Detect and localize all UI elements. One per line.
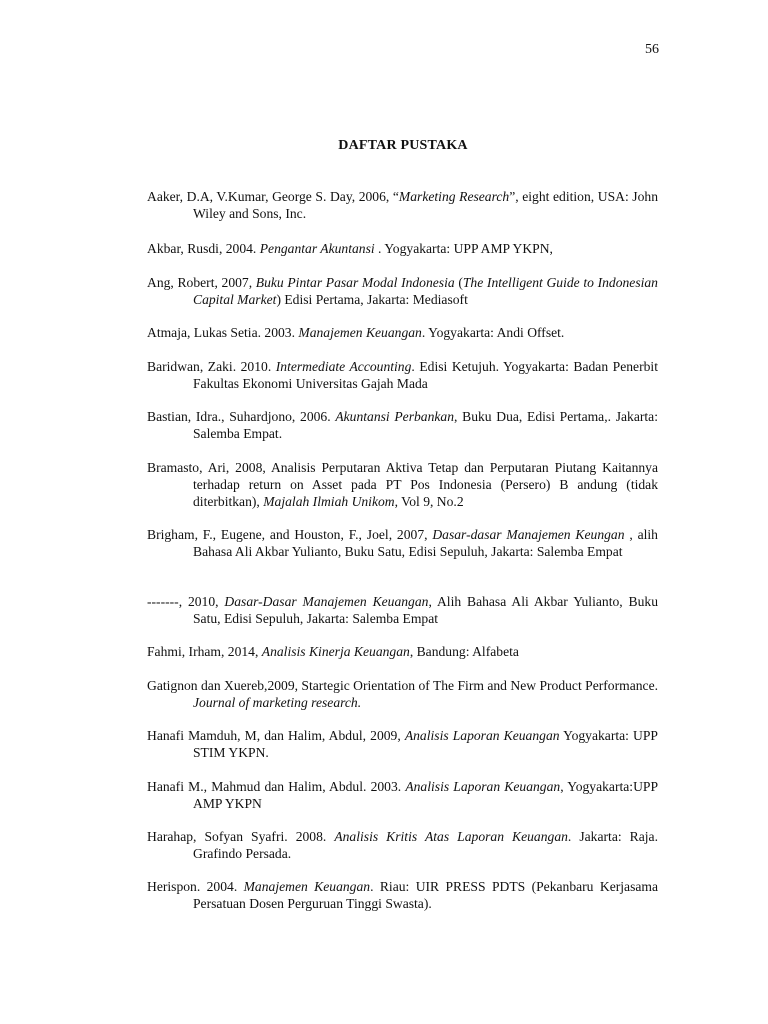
reference-text: Hanafi M., Mahmud dan Halim, Abdul. 2003. xyxy=(147,779,406,794)
reference-text: , Buku Dua, Edisi Pertama,. Jakarta: Salemba Empat. xyxy=(193,409,658,441)
page-number: 56 xyxy=(645,42,659,57)
reference-text: ”, eight edition, USA: John Wiley and Sons, Inc. xyxy=(193,189,658,221)
reference-entry xyxy=(147,727,658,761)
reference-text: Bramasto, Ari, 2008, Analisis Perputaran Aktiva Tetap dan Perputaran Piutang Kaitannya terhadap return on Asset pada PT Pos Indonesia (Persero) B andung (tidak diterbitkan), xyxy=(147,460,658,509)
reference-entry xyxy=(147,324,658,341)
reference-text: Akbar, Rusdi, 2004. xyxy=(147,241,260,256)
reference-title-italic: Majalah Ilmiah Unikom xyxy=(263,494,395,509)
reference-text: . Yogyakarta: UPP AMP YKPN, xyxy=(374,241,553,256)
reference-text: . Yogyakarta: Andi Offset. xyxy=(421,325,565,340)
reference-text: , Alih Bahasa Ali Akbar Yulianto, Buku Satu, Edisi Sepuluh, Jakarta: Salemba Empat xyxy=(193,594,658,626)
reference-title-italic: Analisis Kritis Atas Laporan Keuangan xyxy=(334,829,568,844)
reference-text: Aaker, D.A, V.Kumar, George S. Day, 2006, “ xyxy=(147,189,399,204)
reference-entry xyxy=(147,878,658,912)
reference-text: ( xyxy=(454,275,463,290)
reference-entry xyxy=(147,188,658,222)
reference-text: Ang, Robert, 2007, xyxy=(147,275,256,290)
reference-title-italic: Buku Pintar Pasar Modal Indonesia xyxy=(255,275,455,290)
reference-text: ) Edisi Pertama, Jakarta: Mediasoft xyxy=(276,292,468,307)
reference-text: Bastian, Idra., Suhardjono, 2006. xyxy=(147,409,336,424)
reference-title-italic: Dasar-Dasar Manajemen Keuangan xyxy=(224,594,429,609)
page-title: DAFTAR PUSTAKA xyxy=(338,138,468,153)
reference-title-italic: Journal of marketing research. xyxy=(193,695,362,710)
reference-entry xyxy=(147,240,658,257)
reference-entry xyxy=(147,408,658,442)
reference-title-italic: Analisis Kinerja Keuangan xyxy=(261,644,410,659)
reference-text: Baridwan, Zaki. 2010. xyxy=(147,359,276,374)
reference-entry xyxy=(147,274,658,308)
reference-text: . Edisi Ketujuh. Yogyakarta: Badan Penerbit Fakultas Ekonomi Universitas Gajah Mada xyxy=(193,359,658,391)
reference-entry xyxy=(147,358,658,392)
reference-text: . Jakarta: Raja. Grafindo Persada. xyxy=(193,829,658,861)
reference-title-italic: Marketing Research xyxy=(398,189,510,204)
reference-text: , alih Bahasa Ali Akbar Yulianto, Buku Satu, Edisi Sepuluh, Jakarta: Salemba Empat xyxy=(193,527,658,559)
reference-text: Atmaja, Lukas Setia. 2003. xyxy=(147,325,299,340)
reference-entry xyxy=(147,593,658,627)
reference-title-italic: Manajemen Keuangan xyxy=(298,325,422,340)
reference-entry xyxy=(147,778,658,812)
reference-text: Hanafi Mamduh, M, dan Halim, Abdul, 2009, xyxy=(147,728,405,743)
reference-title-italic: The Intelligent Guide to Indonesian Capital Market xyxy=(193,275,658,307)
reference-entry xyxy=(147,526,658,560)
reference-text: , Yogyakarta:UPP AMP YKPN xyxy=(193,779,659,811)
reference-text: , Vol 9, No.2 xyxy=(394,494,464,509)
reference-text: Fahmi, Irham, 2014, xyxy=(147,644,262,659)
reference-entry xyxy=(147,459,658,510)
reference-title-italic: Intermediate Accounting xyxy=(275,359,412,374)
reference-title-italic: Analisis Laporan Keuangan xyxy=(405,779,561,794)
reference-text: -------, 2010, xyxy=(147,594,225,609)
reference-text: Yogyakarta: UPP STIM YKPN. xyxy=(193,728,658,760)
reference-entry xyxy=(147,677,658,711)
reference-entry xyxy=(147,828,658,862)
reference-text: . Riau: UIR PRESS PDTS (Pekanbaru Kerjasama Persatuan Dosen Perguruan Tinggi Swasta). xyxy=(193,879,658,911)
reference-title-italic: Analisis Laporan Keuangan xyxy=(404,728,560,743)
reference-text: Harahap, Sofyan Syafri. 2008. xyxy=(147,829,335,844)
reference-title-italic: Manajemen Keuangan xyxy=(243,879,371,894)
reference-text: , Bandung: Alfabeta xyxy=(409,644,519,659)
reference-text: Brigham, F., Eugene, and Houston, F., Joel, 2007, xyxy=(147,527,433,542)
reference-title-italic: Pengantar Akuntansi xyxy=(259,241,375,256)
reference-text: Herispon. 2004. xyxy=(147,879,244,894)
reference-entry xyxy=(147,643,658,660)
reference-title-italic: Dasar-dasar Manajemen Keungan xyxy=(432,527,625,542)
reference-title-italic: Akuntansi Perbankan xyxy=(335,409,455,424)
reference-text: Gatignon dan Xuereb,2009, Startegic Orientation of The Firm and New Product Performance. xyxy=(147,678,658,693)
